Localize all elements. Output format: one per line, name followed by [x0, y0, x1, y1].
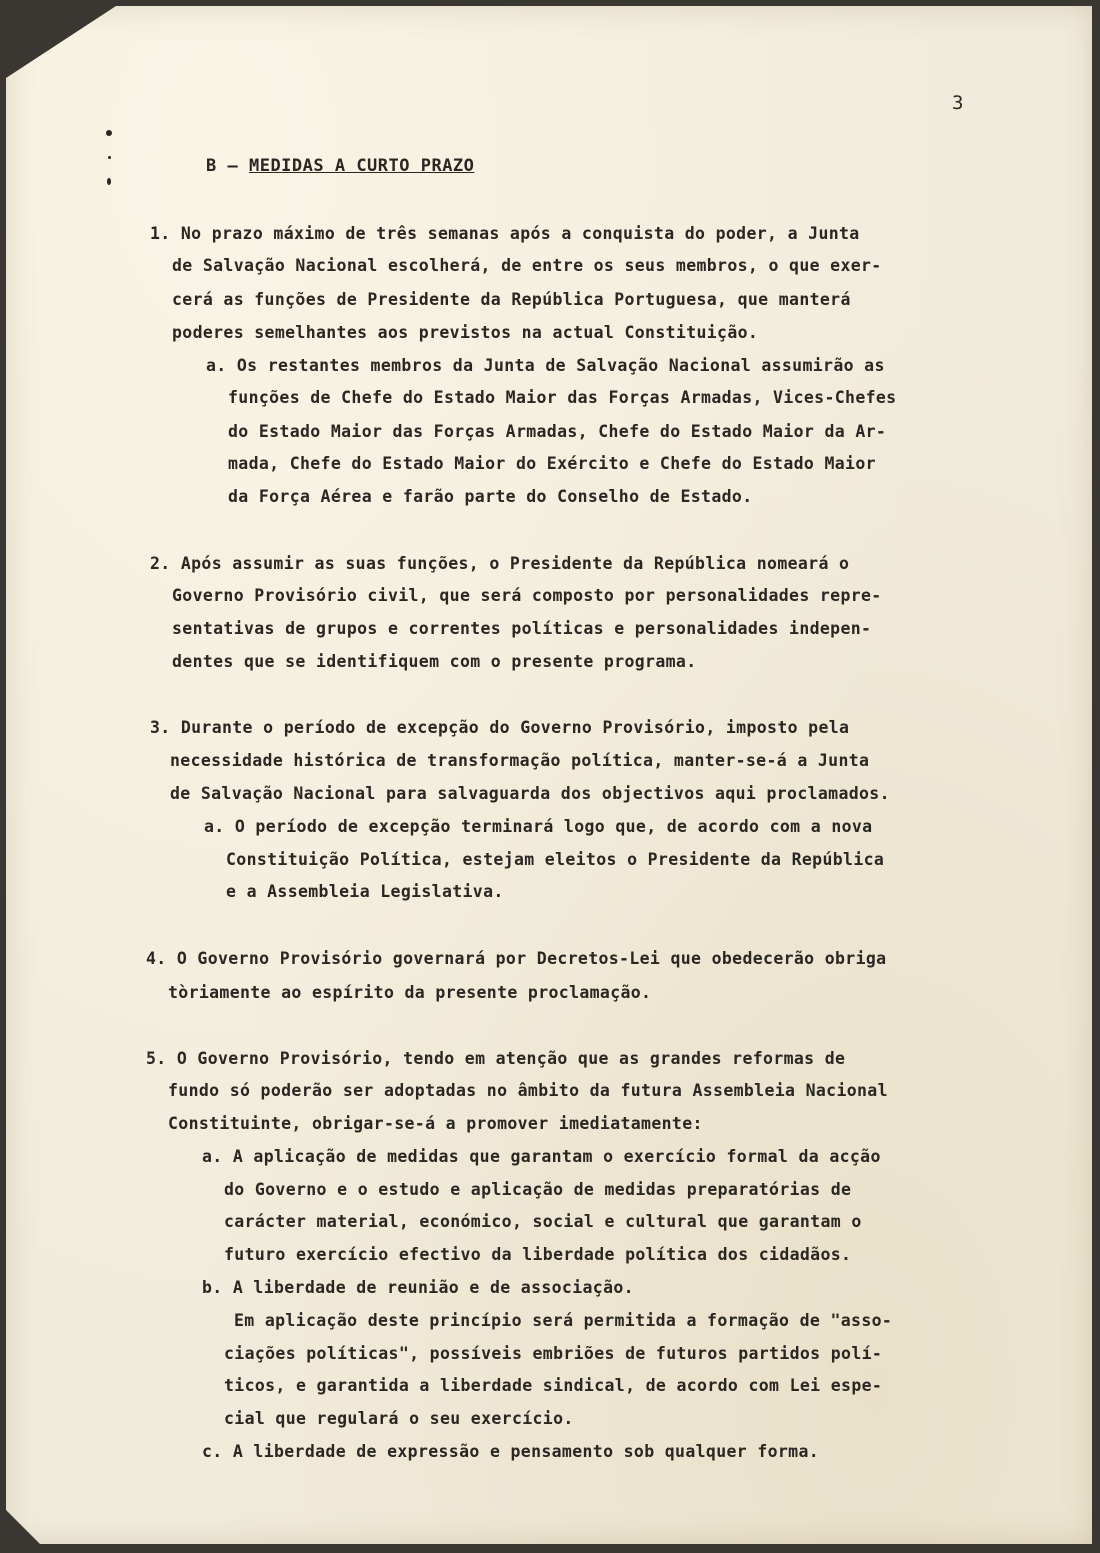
paragraph-line: Em aplicação deste princípio será permitida a formação de "asso- [234, 1311, 893, 1330]
paragraph-line: a. Os restantes membros da Junta de Salvação Nacional assumirão as [206, 356, 885, 375]
paragraph-line: 4. O Governo Provisório governará por Decretos-Lei que obedecerão obriga [146, 949, 887, 968]
paragraph-line: cial que regulará o seu exercício. [224, 1409, 574, 1428]
punch-hole-mark [106, 130, 112, 136]
punch-hole-mark [108, 156, 111, 159]
paragraph-line: 5. O Governo Provisório, tendo em atenção que as grandes reformas de [146, 1049, 846, 1068]
paragraph-line: carácter material, económico, social e cultural que garantam o [224, 1212, 862, 1231]
paragraph-line: sentativas de grupos e correntes políticas e personalidades indepen- [172, 619, 872, 638]
paragraph-line: ciações políticas", possíveis embriões de futuros partidos polí- [224, 1344, 883, 1363]
document-page [6, 6, 1092, 1544]
paragraph-line: a. A aplicação de medidas que garantam o exercício formal da acção [202, 1147, 881, 1166]
paragraph-line: necessidade histórica de transformação política, manter-se-á a Junta [170, 751, 870, 770]
paragraph-line: mada, Chefe do Estado Maior do Exército e Chefe do Estado Maior [228, 454, 876, 473]
paragraph-line: cerá as funções de Presidente da República Portuguesa, que manterá [172, 290, 851, 309]
page-number: 3 [952, 92, 964, 114]
section-title-text: MEDIDAS A CURTO PRAZO [248, 156, 475, 176]
paragraph-line: 1. No prazo máximo de três semanas após a conquista do poder, a Junta [150, 224, 860, 243]
paragraph-line: de Salvação Nacional para salvaguarda dos objectivos aqui proclamados. [170, 784, 890, 803]
section-prefix: B – [206, 156, 239, 176]
paragraph-line: e a Assembleia Legislativa. [226, 882, 504, 901]
paragraph-line: Constituição Política, estejam eleitos o Presidente da República [226, 850, 885, 869]
torn-corner-bottom-left [6, 1510, 40, 1544]
paragraph-line: Constituinte, obrigar-se-á a promover imediatamente: [168, 1114, 703, 1133]
paragraph-line: Governo Provisório civil, que será composto por personalidades repre- [172, 586, 882, 605]
paragraph-line: tòriamente ao espírito da presente proclamação. [168, 983, 652, 1002]
punch-hole-mark [107, 178, 111, 185]
paragraph-line: dentes que se identifiquem com o presente programa. [172, 652, 697, 671]
paragraph-line: da Força Aérea e farão parte do Conselho de Estado. [228, 487, 753, 506]
paragraph-line: c. A liberdade de expressão e pensamento sob qualquer forma. [202, 1442, 820, 1461]
paragraph-line: do Governo e o estudo e aplicação de medidas preparatórias de [224, 1180, 852, 1199]
paragraph-line: funções de Chefe do Estado Maior das Forças Armadas, Vices-Chefes [228, 388, 897, 407]
paragraph-line: ticos, e garantida a liberdade sindical, de acordo com Lei espe- [224, 1376, 883, 1395]
paragraph-line: b. A liberdade de reunião e de associação. [202, 1278, 634, 1297]
paragraph-line: futuro exercício efectivo da liberdade política dos cidadãos. [224, 1245, 852, 1264]
torn-corner-top-left [6, 6, 116, 78]
paragraph-line: a. O período de excepção terminará logo que, de acordo com a nova [204, 817, 873, 836]
paragraph-line: poderes semelhantes aos previstos na actual Constituição. [172, 323, 759, 342]
paragraph-line: fundo só poderão ser adoptadas no âmbito da futura Assembleia Nacional [168, 1081, 888, 1100]
paragraph-line: do Estado Maior das Forças Armadas, Chefe do Estado Maior da Ar- [228, 422, 887, 441]
paragraph-line: 2. Após assumir as suas funções, o Presidente da República nomeará o [150, 554, 850, 573]
paragraph-line: 3. Durante o período de excepção do Governo Provisório, imposto pela [150, 718, 850, 737]
section-heading [206, 156, 474, 176]
paragraph-line: de Salvação Nacional escolherá, de entre os seus membros, o que exer- [172, 256, 882, 275]
